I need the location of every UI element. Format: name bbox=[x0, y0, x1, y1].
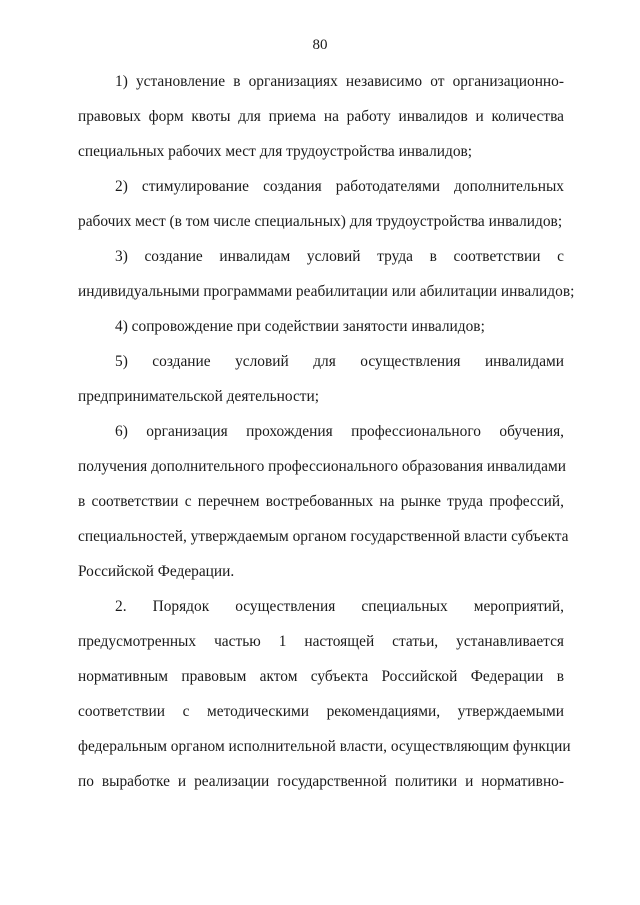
text-line: по выработке и реализации государственной политики и нормативно- bbox=[78, 773, 564, 790]
text-line: нормативным правовым актом субъекта Российской Федерации в bbox=[78, 668, 564, 685]
text-line: в соответствии с перечнем востребованных на рынке труда профессий, bbox=[78, 493, 564, 510]
text-line: соответствии с методическими рекомендациями, утверждаемыми bbox=[78, 703, 564, 720]
text-line: предусмотренных частью 1 настоящей статьи, устанавливается bbox=[78, 633, 564, 650]
text-line: специальных рабочих мест для трудоустройства инвалидов; bbox=[78, 143, 473, 160]
text-line: 2. Порядок осуществления специальных мероприятий, bbox=[115, 598, 564, 615]
text-line: индивидуальными программами реабилитации или абилитации инвалидов; bbox=[78, 283, 575, 300]
text-line: правовых форм квоты для приема на работу инвалидов и количества bbox=[78, 108, 564, 125]
text-line: рабочих мест (в том числе специальных) для трудоустройства инвалидов; bbox=[78, 213, 563, 230]
text-line: Российской Федерации. bbox=[78, 563, 235, 580]
text-line: 3) создание инвалидам условий труда в соответствии с bbox=[115, 248, 564, 265]
text-line: 2) стимулирование создания работодателями дополнительных bbox=[115, 178, 564, 195]
text-line: получения дополнительного профессионального образования инвалидами bbox=[78, 458, 566, 475]
text-line: предпринимательской деятельности; bbox=[78, 388, 320, 405]
text-line: специальностей, утверждаемым органом государственной власти субъекта bbox=[78, 528, 569, 545]
text-line: федеральным органом исполнительной власти, осуществляющим функции bbox=[78, 738, 571, 755]
text-line: 1) установление в организациях независимо от организационно- bbox=[115, 73, 564, 90]
text-line: 4) сопровождение при содействии занятости инвалидов; bbox=[115, 318, 485, 335]
text-line: 5) создание условий для осуществления инвалидами bbox=[115, 353, 564, 370]
page-number: 80 bbox=[312, 37, 328, 53]
text-line: 6) организация прохождения профессионального обучения, bbox=[115, 423, 564, 440]
